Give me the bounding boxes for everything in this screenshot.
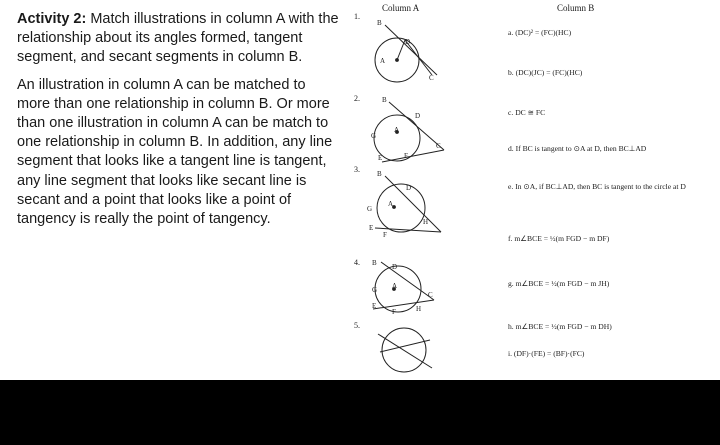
column-a-number-1: 1.	[354, 12, 360, 21]
figure-4-label-g: G	[372, 286, 378, 294]
figure-1-label-b: B	[377, 19, 382, 27]
activity-lead: Activity 2:	[17, 11, 87, 27]
column-a-header: Column A	[382, 3, 420, 13]
figure-2-label-f: F	[404, 152, 408, 160]
item-text: In ⊙A, if BC⊥AD, then BC is tangent to the circle at D	[515, 182, 686, 191]
column-b-item-f	[508, 233, 708, 244]
column-a-number-2: 2.	[354, 94, 360, 103]
item-text: m∠BCE = ½(m FGD − m DH)	[515, 322, 612, 331]
figure-3-label-a: A	[388, 200, 394, 208]
figure-3-label-e: E	[369, 224, 374, 232]
column-b-item-d	[508, 143, 708, 154]
column-b-item-c	[508, 107, 708, 118]
figure-3-label-f: F	[383, 231, 387, 239]
column-b-item-b	[508, 67, 708, 78]
figure-2-label-g: G	[371, 132, 377, 140]
figure-3-label-g: G	[367, 205, 373, 213]
figure-4-label-f: F	[392, 308, 396, 316]
figure-2-label-b: B	[382, 96, 387, 104]
item-letter: d.	[508, 144, 514, 153]
figure-2-label-a: A	[394, 126, 400, 134]
item-letter: e.	[508, 182, 514, 191]
item-letter: f.	[508, 234, 513, 243]
figure-2-label-d: D	[415, 112, 421, 120]
column-b-item-h	[508, 321, 708, 332]
column-a-figures	[340, 0, 460, 380]
instructions-panel	[17, 10, 342, 237]
activity-intro	[17, 10, 342, 68]
item-text: m∠BCE = ½(m FGD − m DF)	[514, 234, 610, 243]
figure-4-label-d: D	[392, 263, 398, 271]
item-letter: g.	[508, 279, 514, 288]
figure-4-label-c: C	[428, 291, 433, 299]
item-letter: h.	[508, 322, 514, 331]
item-letter: b.	[508, 68, 514, 77]
item-text: m∠BCE = ½(m FGD − m JH)	[515, 279, 610, 288]
figure-4-label-b: B	[372, 259, 377, 267]
column-b-header: Column B	[557, 3, 595, 13]
figure-2-label-e: E	[378, 154, 383, 162]
item-letter: i.	[508, 349, 513, 358]
figure-3-label-d: D	[406, 184, 412, 192]
figure-1-diagram	[375, 25, 437, 82]
figure-4-label-h: H	[416, 305, 422, 313]
instructions-text: An illustration in column A can be matched to more than one relationship in column B. Or more than one illustration in column A can be match to one relationship in column B. In addition, any line segment that looks like a tangent line is tangent, any line segment that looks like secant line is secant and a point that looks like a point of tangency is really the point of tangency.	[17, 76, 333, 228]
figure-3-label-b: B	[377, 170, 382, 178]
figure-4-label-a: A	[392, 282, 398, 290]
column-a-number-5: 5.	[354, 321, 360, 330]
column-b-item-g	[508, 278, 708, 289]
figure-1-label-d: D	[405, 38, 411, 46]
column-a-number-3: 3.	[354, 165, 360, 174]
figure-1-label-c: C	[429, 74, 434, 82]
item-text: (DC)(JC) = (FC)(HC)	[515, 68, 583, 77]
item-text: (DC)² = (FC)(HC)	[515, 28, 572, 37]
figure-2-label-c: C	[436, 142, 441, 150]
figure-2-diagram	[374, 102, 444, 162]
column-b-item-i	[508, 348, 708, 359]
item-text: (DF)·(FE) = (BF)·(FC)	[513, 349, 585, 358]
column-a-number-4: 4.	[354, 258, 360, 267]
figure-4-label-e: E	[372, 302, 377, 310]
item-text: If BC is tangent to ⊙A at D, then BC⊥AD	[515, 144, 647, 153]
item-letter: c.	[508, 108, 514, 117]
figure-5-diagram	[378, 328, 432, 372]
activity-intro-text: Match illustrations in column A with the relationship about its angles formed, tangent segment, and secant segments in column B.	[17, 11, 339, 66]
figure-3-label-h: H	[423, 218, 429, 226]
item-letter: a.	[508, 28, 514, 37]
item-text: DC ≅ FC	[515, 108, 546, 117]
figure-4-diagram	[373, 262, 434, 312]
bottom-black-band	[0, 380, 720, 445]
column-b-item-e	[508, 181, 708, 192]
column-b-item-a	[508, 27, 708, 38]
figure-1-label-a: A	[380, 57, 386, 65]
